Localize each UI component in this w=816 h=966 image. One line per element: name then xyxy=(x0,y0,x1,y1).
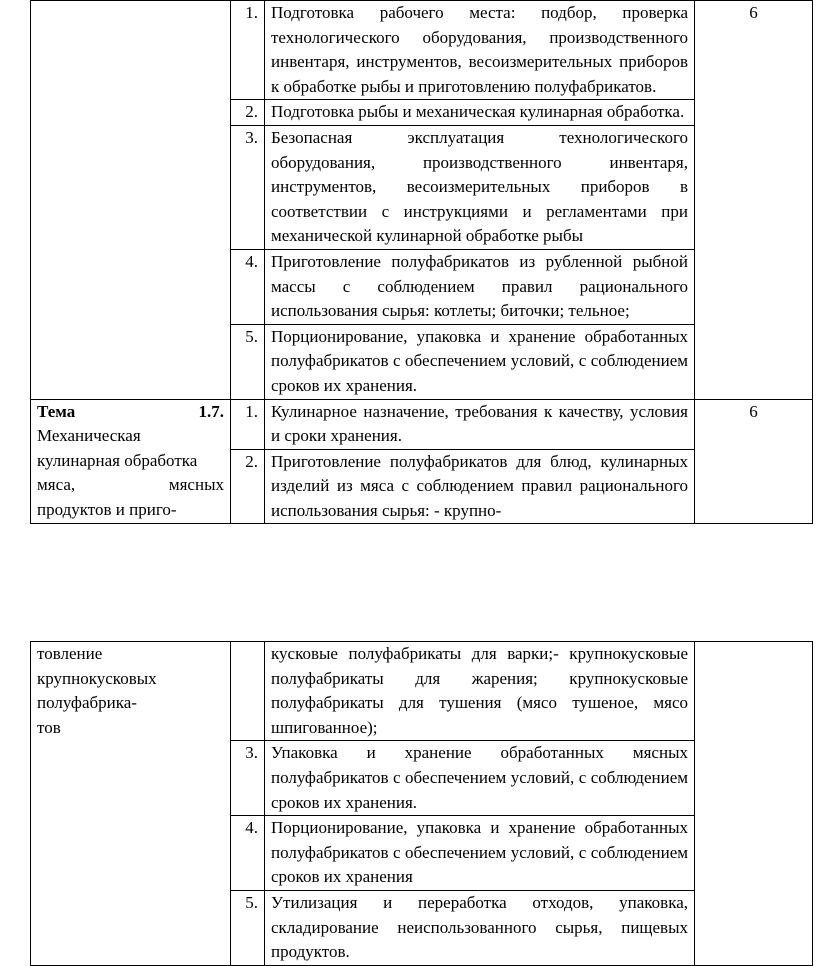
row-text: Приготовление полуфабрикатов для блюд, кулинарных изделий из мяса с соблюдением правил рационального использования сырья: - крупно- xyxy=(265,449,695,524)
row-number: 4. xyxy=(231,816,265,891)
row-text: Упаковка и хранение обработанных мясных полуфабрикатов с обеспечением условий, с соблюдением сроков их хранения. xyxy=(265,741,695,816)
topic-title-line: товление xyxy=(37,644,103,663)
row-text: Приготовление полуфабрикатов из рубленной рыбной массы с соблюдением правил рационального использования сырья: котлеты; биточки; тельное; xyxy=(265,249,695,324)
row-number: 3. xyxy=(231,125,265,249)
row-text: Подготовка рабочего места: подбор, проверка технологического оборудования, производственного инвентаря, инструментов, весоизмерительных приборов к обработке рыбы и приготовлению полуфабрикатов. xyxy=(265,1,695,100)
table-row xyxy=(31,1,813,100)
topic-title-line: продуктов и приго- xyxy=(37,499,177,519)
row-text: кусковые полуфабрикаты для варки;- крупнокусковые полуфабрикаты для жарения; крупнокусковые полуфабрикаты для тушения (мясо тушеное, мясо шпигованное); xyxy=(265,642,695,741)
topic-title-line: полуфабрика- xyxy=(37,693,137,713)
table-row xyxy=(31,399,813,449)
row-number: 3. xyxy=(231,741,265,816)
row-number xyxy=(231,642,265,741)
row-number: 1. xyxy=(231,1,265,100)
topic-heading xyxy=(37,400,224,425)
topic-title-line: Механическая xyxy=(37,426,141,446)
row-text: Порционирование, упаковка и хранение обработанных полуфабрикатов с обеспечением условий, с соблюдением сроков их хранения. xyxy=(265,324,695,399)
topic-cell xyxy=(31,399,231,524)
topic-title-line xyxy=(37,473,224,498)
row-text: Порционирование, упаковка и хранение обработанных полуфабрикатов с обеспечением условий, с соблюдением сроков их хранения xyxy=(265,816,695,891)
curriculum-table-part-2 xyxy=(30,641,813,966)
row-number: 2. xyxy=(231,449,265,524)
topic-cell-empty xyxy=(31,1,231,400)
row-text: Безопасная эксплуатация технологического оборудования, производственного инвентаря, инструментов, весоизмерительных приборов в соответствии с инструкциями и регламентами при механической кулинарной обработке рыбы xyxy=(265,125,695,249)
topic-word: мяса, xyxy=(37,475,76,495)
row-number: 4. xyxy=(231,249,265,324)
row-text: Подготовка рыбы и механическая кулинарная обработка. xyxy=(265,100,695,126)
topic-label: Тема xyxy=(37,401,76,421)
hours-cell: 6 xyxy=(695,399,813,524)
row-text: Кулинарное назначение, требования к качеству, условия и сроки хранения. xyxy=(265,399,695,449)
topic-title-line: крупнокусковых xyxy=(37,668,157,688)
table-row xyxy=(31,642,813,741)
topic-title-line: тов xyxy=(37,717,61,737)
row-text: Утилизация и переработка отходов, упаковка, складирование неиспользованного сырья, пищевых продуктов. xyxy=(265,890,695,965)
row-number: 1. xyxy=(231,399,265,449)
hours-cell: 6 xyxy=(695,1,813,400)
curriculum-table-part-1 xyxy=(30,0,813,524)
topic-number: 1.7. xyxy=(198,401,224,421)
row-number: 5. xyxy=(231,324,265,399)
row-number: 2. xyxy=(231,100,265,126)
hours-cell-empty xyxy=(695,642,813,966)
topic-word: мясных xyxy=(168,475,224,495)
row-number: 5. xyxy=(231,890,265,965)
topic-title-line: кулинарная обработка xyxy=(37,450,198,470)
topic-cell-continued xyxy=(31,642,231,966)
